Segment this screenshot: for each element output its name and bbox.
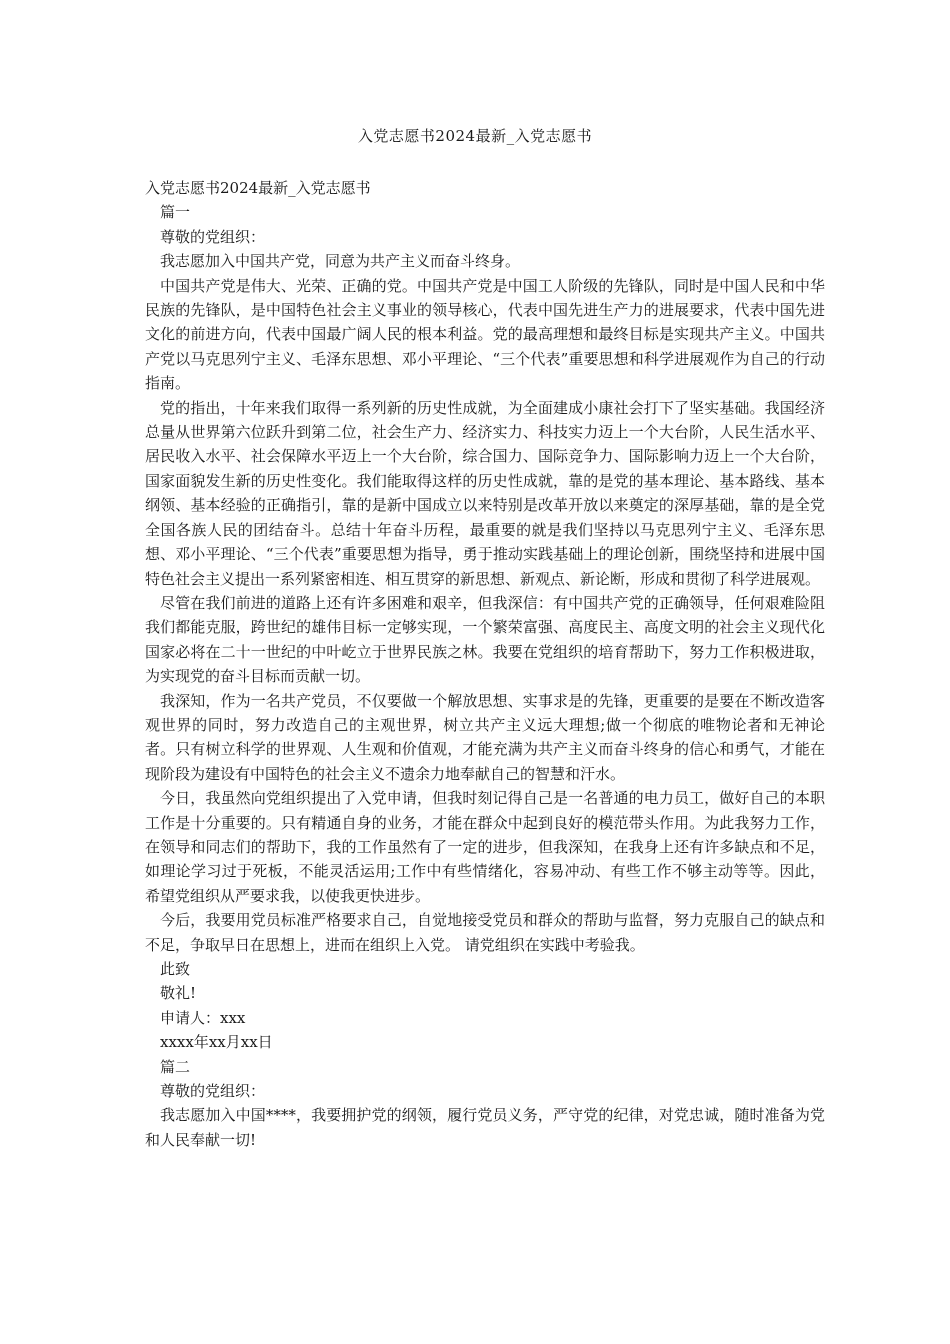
part1-paragraph: 我深知，作为一名共产党员，不仅要做一个解放思想、实事求是的先锋，更重要的是要在不断改造客观世界的同时，努力改造自己的主观世界，树立共产主义远大理想;做一个彻底的唯物论者和无神论者。只有树立科学的世界观、人生观和价值观，才能充满为共产主义而奋斗终身的信心和勇气，才能在现阶段为建设有中国特色的社会主义不遗余力地奉献自己的智慧和汗水。 [145, 691, 825, 783]
part1-paragraph: 今后，我要用党员标准严格要求自己，自觉地接受党员和群众的帮助与监督，努力克服自己的缺点和不足，争取早日在思想上，进而在组织上入党。 请党组织在实践中考验我。 [145, 911, 825, 954]
document-body [145, 176, 825, 1152]
part2-heading: 篇二 [160, 1057, 191, 1076]
part1-paragraph: 中国共产党是伟大、光荣、正确的党。中国共产党是中国工人阶级的先锋队，同时是中国人民和中华民族的先锋队，是中国特色社会主义事业的领导核心，代表中国先进生产力的进展要求，代表中国先进文化的前进方向，代表中国最广阔人民的根本利益。党的最高理想和最终目标是实现共产主义。中国共产党以马克思列宁主义、毛泽东思想、邓小平理论、“三个代表”重要思想和科学进展观作为自己的行动指南。 [145, 276, 825, 393]
part1-date: xxxx年xx月xx日 [160, 1033, 273, 1052]
part1-salutation: 尊敬的党组织： [160, 227, 266, 246]
part1-paragraph: 今日，我虽然向党组织提出了入党申请，但我时刻记得自己是一名普通的电力员工，做好自己的本职工作是十分重要的。只有精通自身的业务，才能在群众中起到良好的模范带头作用。为此我努力工作，在领导和同志们的帮助下，我的工作虽然有了一定的进步，但我深知，在我身上还有许多缺点和不足，如理论学习过于死板，不能灵活运用;工作中有些情绪化，容易冲动、有些工作不够主动等等。因此，希望党组织从严要求我，以使我更快进步。 [145, 789, 825, 905]
part1-closing: 此致 [160, 960, 191, 978]
part2-paragraph: 我志愿加入中国****，我要拥护党的纲领，履行党员义务，严守党的纪律，对党忠诚，随时准备为党和人民奉献一切! [145, 1106, 825, 1149]
part1-paragraph: 党的指出，十年来我们取得一系列新的历史性成就，为全面建成小康社会打下了坚实基础。我国经济总量从世界第六位跃升到第二位，社会生产力、经济实力、科技实力迈上一个大台阶，人民生活水平、居民收入水平、社会保障水平迈上一个大台阶，综合国力、国际竞争力、国际影响力迈上一个大台阶，国家面貌发生新的历史性变化。我们能取得这样的历史性成就，靠的是党的基本理论、基本路线、基本纲领、基本经验的正确指引，靠的是新中国成立以来特别是改革开放以来奠定的深厚基础，靠的是全党全国各族人民的团结奋斗。总结十年奋斗历程，最重要的就是我们坚持以马克思列宁主义、毛泽东思想、邓小平理论、“三个代表”重要思想为指导，勇于推动实践基础上的理论创新，围绕坚持和进展中国特色社会主义提出一系列紧密相连、相互贯穿的新思想、新观点、新论断，形成和贯彻了科学进展观。 [145, 398, 825, 588]
part1-regards: 敬礼! [160, 984, 197, 1003]
part1-paragraph: 尽管在我们前进的道路上还有许多困难和艰辛，但我深信：有中国共产党的正确领导，任何艰难险阻我们都能克服，跨世纪的雄伟目标一定够实现，一个繁荣富强、高度民主、高度文明的社会主义现代化国家必将在二十一世纪的中叶屹立于世界民族之林。我要在党组织的培育帮助下，努力工作积极进取，为实现党的奋斗目标而贡献一切。 [145, 593, 825, 686]
part1-applicant: 申请人：xxx [160, 1008, 246, 1027]
part1-heading: 篇一 [160, 203, 191, 222]
document-title: 入党志愿书2024最新_入党志愿书 [357, 127, 593, 145]
document-subtitle: 入党志愿书2024最新_入党志愿书 [145, 179, 371, 197]
part1-paragraph: 我志愿加入中国共产党，同意为共产主义而奋斗终身。 [160, 252, 521, 271]
part2-salutation: 尊敬的党组织： [160, 1082, 266, 1101]
